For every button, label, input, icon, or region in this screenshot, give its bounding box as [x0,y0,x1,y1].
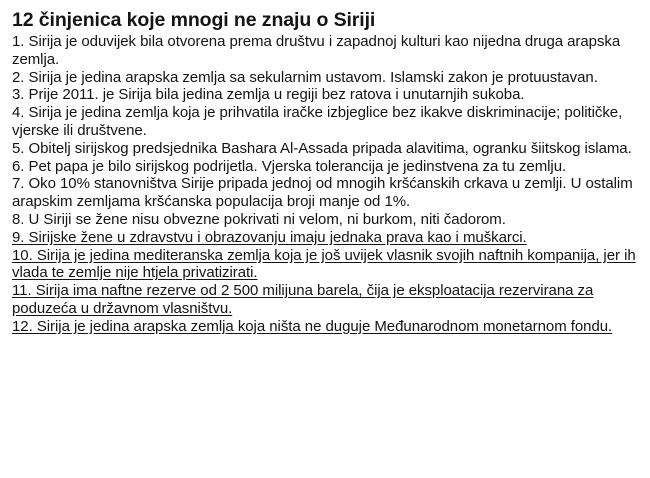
fact-item-2: 2. Sirija je jedina arapska zemlja sa sekularnim ustavom. Islamski zakon je protuustavan. [12,68,598,86]
fact-item-8: 8. U Siriji se žene nisu obvezne pokrivati ni velom, ni burkom, niti čadorom. [12,210,506,228]
fact-item-1: 1. Sirija je oduvijek bila otvorena prema društvu i zapadnoj kulturi kao nijedna druga arapska zemlja. [12,33,621,68]
fact-item-6: 6. Pet papa je bilo sirijskog podrijetla. Vjerska tolerancija je jedinstvena za tu zemlju. [12,157,567,175]
fact-item-10: 10. Sirija je jedina mediteranska zemlja koja je još uvijek vlasnik svojih naftnih kompanija, jer ih vlada te zemlje nije htjela privatizirati. [12,246,636,282]
fact-item-4: 4. Sirija je jedina zemlja koja je prihvatila iračke izbjeglice bez ikakve diskriminacije; političke, vjerske ili društvene. [12,104,623,139]
fact-item-9: 9. Sirijske žene u zdravstvu i obrazovanju imaju jednaka prava kao i muškarci. [12,228,527,246]
fact-item-11: 11. Sirija ima naftne rezerve od 2 500 milijuna barela, čija je eksploatacija rezervirana za poduzeća u državnom vlasništvu. [12,282,594,317]
document-title: 12 činjenica koje mnogi ne znaju o Siriji [12,9,376,31]
fact-item-3: 3. Prije 2011. je Sirija bila jedina zemlja u regiji bez ratova i unutarnjih sukoba. [12,86,525,104]
fact-item-7: 7. Oko 10% stanovništva Sirije pripada jednoj od mnogih kršćanskih crkava u zemlji. U ostalim arapskim zemljama kršćanska populacija broji manje od 1%. [12,175,633,211]
fact-item-12: 12. Sirija je jedina arapska zemlja koja ništa ne duguje Međunarodnom monetarnom fondu. [12,317,613,335]
fact-item-5: 5. Obitelj sirijskog predsjednika Bashara Al-Assada pripada alavitima, ogranku šiitskog islama. [12,139,632,157]
facts-list [12,33,642,336]
document [12,8,642,336]
